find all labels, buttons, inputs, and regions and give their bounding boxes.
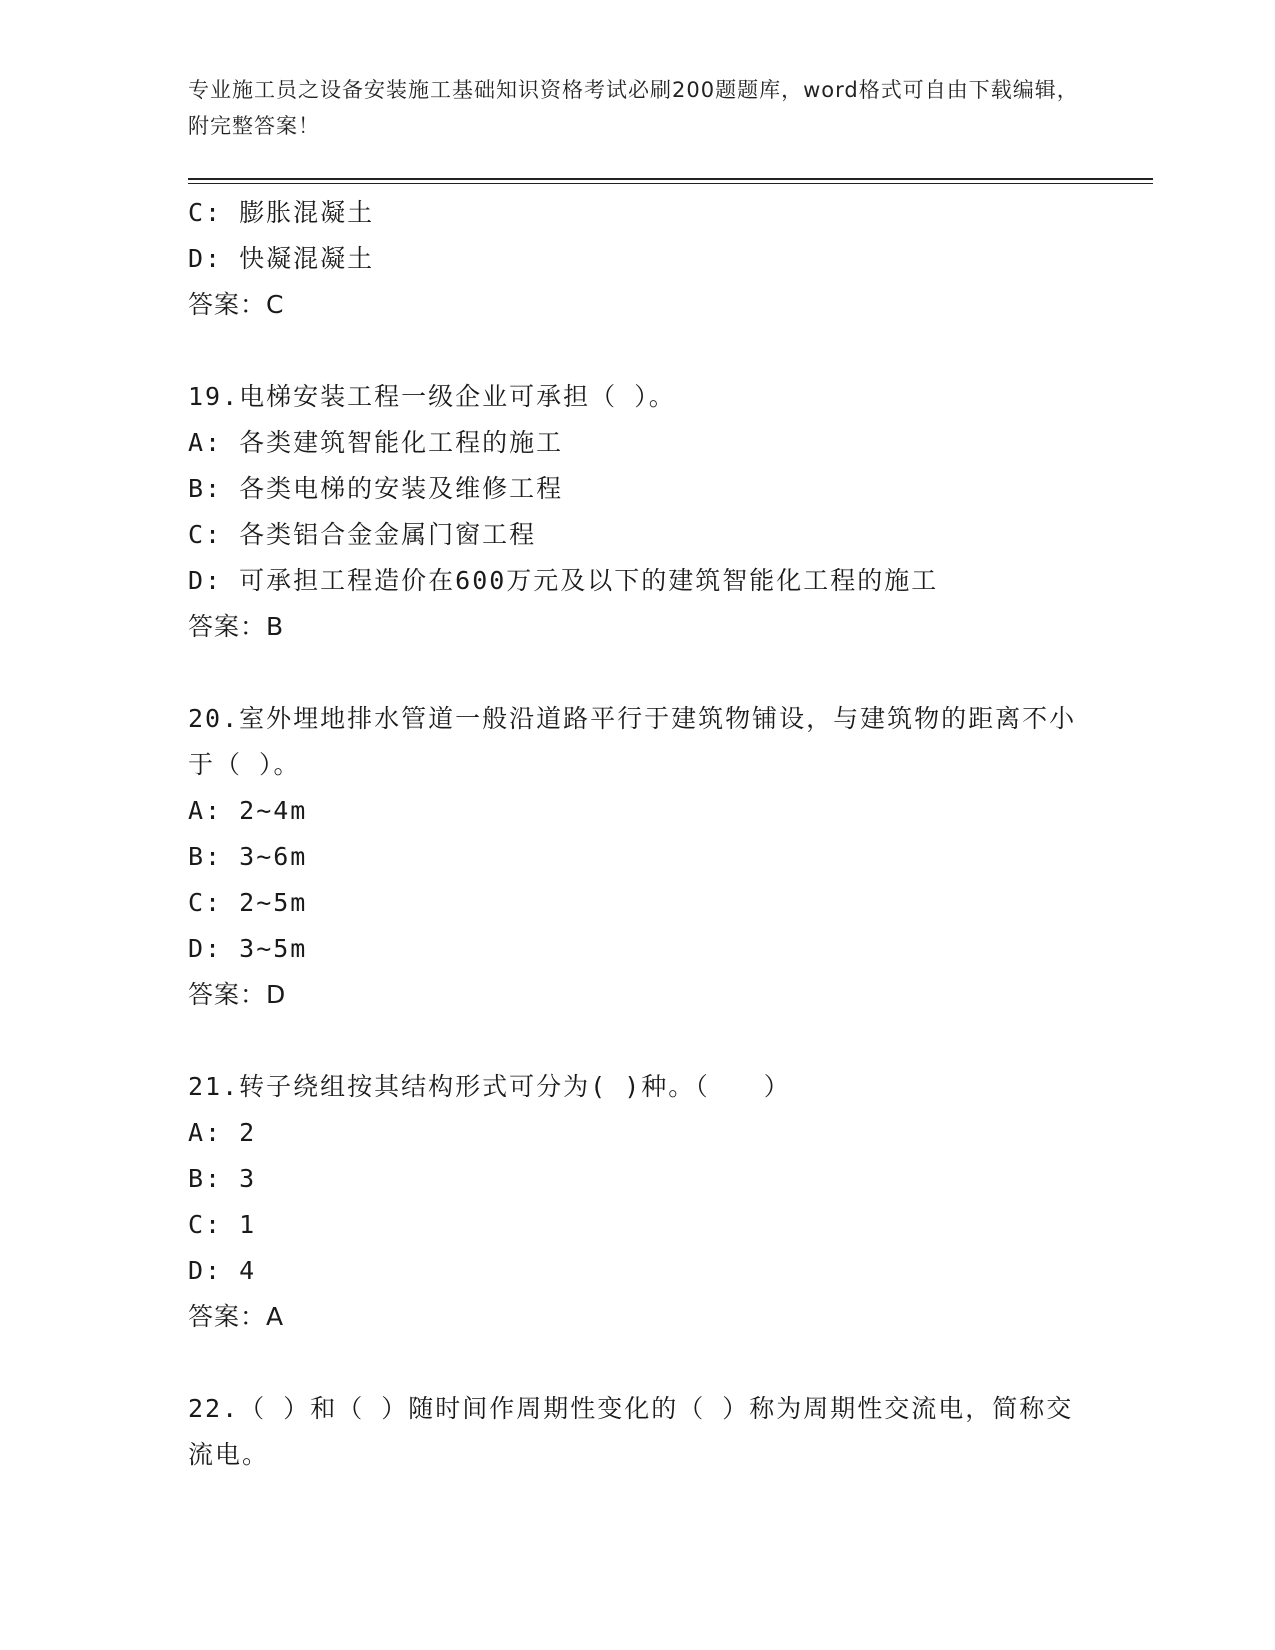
question-18-tail	[188, 190, 1108, 328]
header-divider-thick	[188, 178, 1153, 180]
answer: 答案：B	[188, 612, 285, 641]
header-divider-thin	[188, 183, 1153, 184]
question-stem: 19.电梯安装工程一级企业可承担（ ）。	[188, 382, 676, 411]
answer: 答案：D	[188, 980, 287, 1009]
question-stem: 21.转子绕组按其结构形式可分为( )种。（ ）	[188, 1072, 791, 1101]
question-22	[188, 1386, 1108, 1478]
question-21	[188, 1064, 1108, 1340]
option-c: C: 2~5m	[188, 888, 308, 917]
option-d: D: 快凝混凝土	[188, 244, 375, 273]
option-b: B: 各类电梯的安装及维修工程	[188, 474, 564, 503]
option-d: D: 3~5m	[188, 934, 308, 963]
question-20	[188, 696, 1108, 1018]
answer: 答案：C	[188, 290, 285, 319]
document-header: 专业施工员之设备安装施工基础知识资格考试必刷200题题库，word格式可自由下载编辑，附完整答案！	[188, 78, 1079, 138]
option-d: D: 4	[188, 1256, 257, 1285]
option-d: D: 可承担工程造价在600万元及以下的建筑智能化工程的施工	[188, 566, 939, 595]
question-stem: 22.（ ）和（ ）随时间作周期性变化的（ ）称为周期性交流电，简称交流电。	[188, 1394, 1074, 1469]
option-a: A: 各类建筑智能化工程的施工	[188, 428, 564, 457]
question-stem: 20.室外埋地排水管道一般沿道路平行于建筑物铺设，与建筑物的距离不小于（ ）。	[188, 704, 1077, 779]
question-19	[188, 374, 1108, 650]
option-a: A: 2	[188, 1118, 257, 1147]
option-b: B: 3	[188, 1164, 257, 1193]
option-c: C: 膨胀混凝土	[188, 198, 375, 227]
question-list	[188, 190, 1108, 1478]
answer: 答案：A	[188, 1302, 285, 1331]
option-b: B: 3~6m	[188, 842, 308, 871]
option-c: C: 1	[188, 1210, 257, 1239]
option-a: A: 2~4m	[188, 796, 308, 825]
option-c: C: 各类铝合金金属门窗工程	[188, 520, 537, 549]
